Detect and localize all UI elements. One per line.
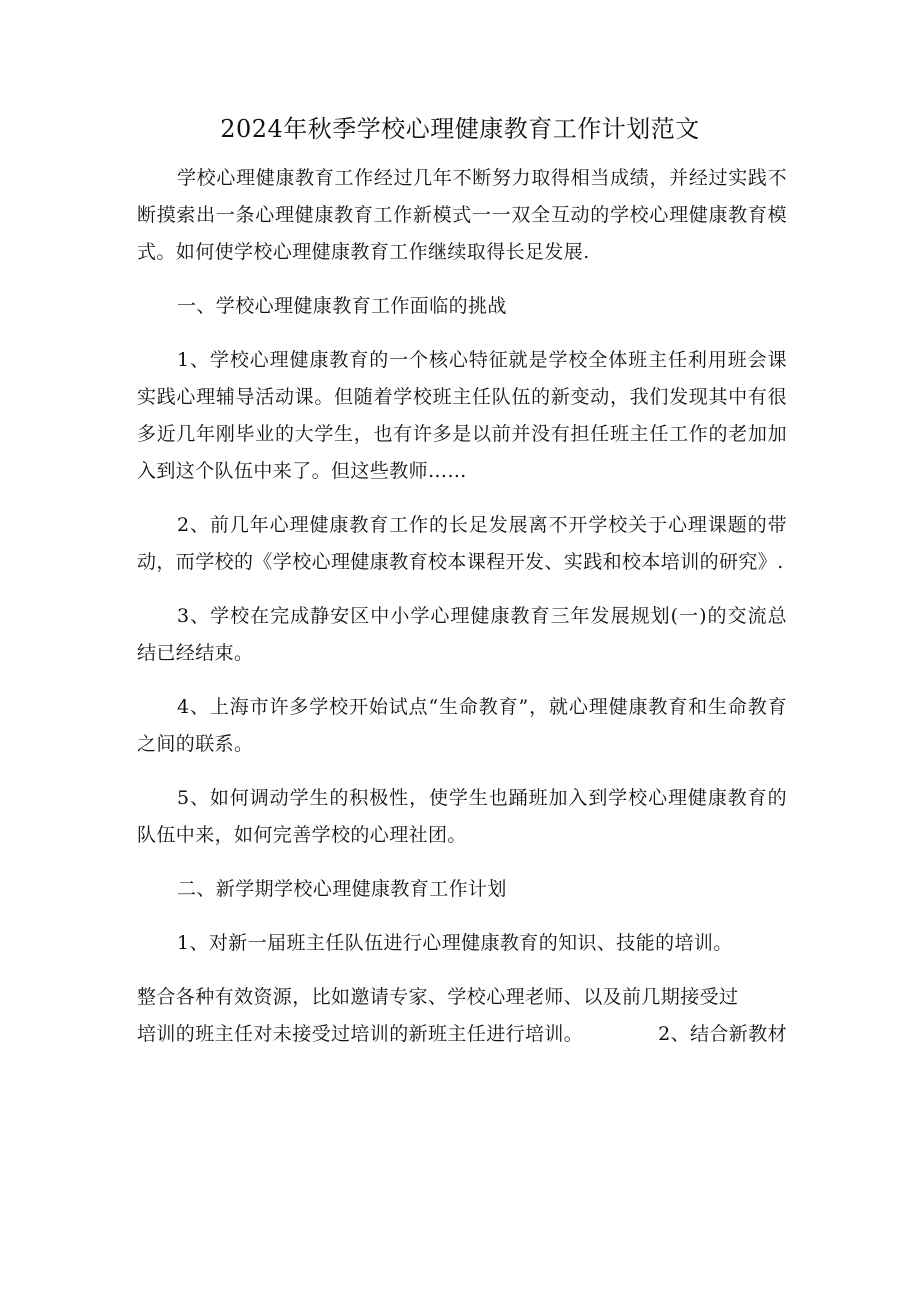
section-1-heading: 一、学校心理健康教育工作面临的挑战 [177, 295, 507, 317]
challenge-item-4: 4、上海市许多学校开始试点“生命教育”，就心理健康教育和生命教育之间的联系。 [137, 696, 787, 755]
plan-item-1-last-line [137, 1016, 787, 1053]
plan-item-1-continuation-end: 培训的班主任对未接受过培训的新班主任进行培训。 [137, 1023, 584, 1045]
section-2-heading: 二、新学期学校心理健康教育工作计划 [177, 878, 507, 900]
challenge-item-3: 3、学校在完成静安区中小学心理健康教育三年发展规划(一)的交流总结已经结束。 [137, 605, 787, 664]
challenge-item-5: 5、如何调动学生的积极性，使学生也踊班加入到学校心理健康教育的队伍中来，如何完善学校的心理社团。 [137, 787, 787, 846]
plan-item-2-start: 2、结合新教材 [658, 1023, 787, 1045]
challenge-item-2: 2、前几年心理健康教育工作的长足发展离不开学校关于心理课题的带动，而学校的《学校心理健康教育校本课程开发、实践和校本培训的研究》. [137, 514, 787, 573]
document-title: 2024年秋季学校心理健康教育工作计划范文 [220, 115, 700, 143]
intro-paragraph: 学校心理健康教育工作经过几年不断努力取得相当成绩，并经过实践不断摸索出一条心理健康教育工作新模式一一双全互动的学校心理健康教育模式。如何使学校心理健康教育工作继续取得长足发展. [137, 167, 787, 263]
plan-item-1: 1、对新一届班主任队伍进行心理健康教育的知识、技能的培训。 [177, 932, 733, 954]
challenge-item-1: 1、学校心理健康教育的一个核心特征就是学校全体班主任利用班会课实践心理辅导活动课。但随着学校班主任队伍的新变动，我们发现其中有很多近几年刚毕业的大学生，也有许多是以前并没有担任班主任工作的老加加入到这个队伍中来了。但这些教师…… [137, 349, 787, 482]
document-body [137, 160, 787, 1053]
plan-item-1-continuation: 整合各种有效资源，比如邀请专家、学校心理老师、以及前几期接受过 [137, 986, 739, 1008]
